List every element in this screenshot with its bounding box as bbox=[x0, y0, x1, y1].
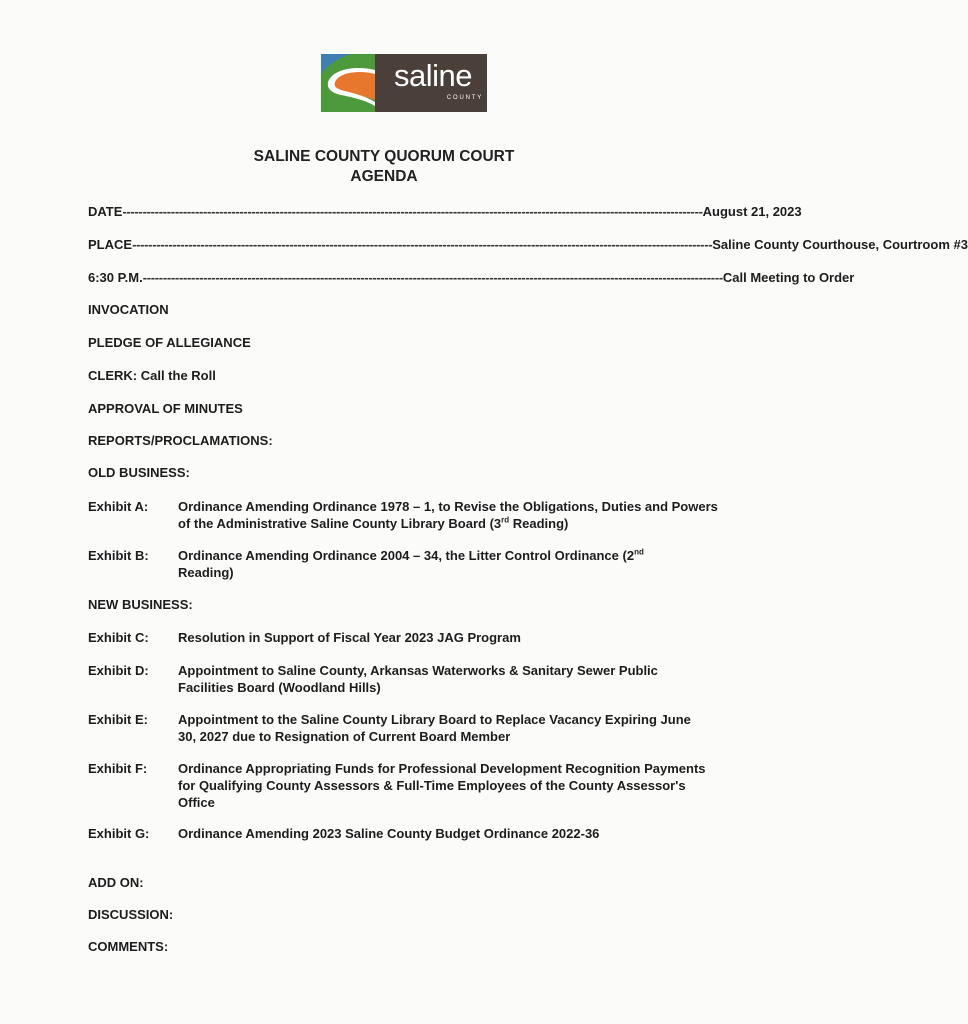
reports-heading: REPORTS/PROCLAMATIONS: bbox=[88, 433, 273, 448]
exhibit-text: Ordinance Appropriating Funds for Professional Development Recognition Payments for Qualifying County Assessors & Full-Time Employees of the County Assessor's Office bbox=[178, 761, 706, 810]
logo-wordmark: saline bbox=[394, 58, 472, 93]
minutes-heading: APPROVAL OF MINUTES bbox=[88, 401, 243, 416]
exhibit-label: Exhibit F: bbox=[88, 761, 148, 776]
place-value: Saline County Courthouse, Courtroom #3 bbox=[712, 237, 968, 252]
date-row bbox=[88, 203, 802, 221]
invocation-heading: INVOCATION bbox=[88, 302, 169, 317]
exhibit-label: Exhibit B: bbox=[88, 548, 149, 563]
exhibit-label: Exhibit D: bbox=[88, 663, 149, 678]
date-label: DATE bbox=[88, 204, 123, 219]
document-subtitle: AGENDA bbox=[350, 168, 418, 185]
logo-wordmark-box bbox=[375, 54, 487, 112]
add-on-heading: ADD ON: bbox=[88, 875, 144, 890]
exhibit-label: Exhibit G: bbox=[88, 826, 150, 841]
leader-dashes: ------------------------------------------------------------------------------------------------------------------------------------------------ bbox=[132, 237, 713, 252]
exhibit-label: Exhibit C: bbox=[88, 630, 149, 645]
time-value: Call Meeting to Order bbox=[722, 270, 855, 285]
place-row bbox=[88, 236, 968, 254]
leader-dashes: ------------------------------------------------------------------------------------------------------------------------------------------------ bbox=[122, 204, 703, 219]
exhibit-text: Resolution in Support of Fiscal Year 2023 JAG Program bbox=[178, 630, 521, 645]
place-label: PLACE bbox=[88, 237, 133, 252]
pledge-heading: PLEDGE OF ALLEGIANCE bbox=[88, 335, 251, 350]
exhibit-text: Ordinance Amending Ordinance 1978 – 1, to Revise the Obligations, Duties and Powers of the Administrative Saline County Library Board (3rd Reading) bbox=[178, 499, 718, 531]
date-value: August 21, 2023 bbox=[702, 204, 802, 219]
comments-heading: COMMENTS: bbox=[88, 939, 169, 954]
time-row bbox=[88, 269, 855, 287]
old-business-heading: OLD BUSINESS: bbox=[88, 465, 190, 480]
saline-county-logo bbox=[321, 54, 487, 112]
exhibit-label: Exhibit A: bbox=[88, 499, 149, 514]
exhibit-text: Ordinance Amending Ordinance 2004 – 34, the Litter Control Ordinance (2nd Reading) bbox=[178, 547, 644, 580]
exhibit-text: Appointment to the Saline County Library Board to Replace Vacancy Expiring June 30, 2027 due to Resignation of Current Board Member bbox=[178, 712, 691, 744]
discussion-heading: DISCUSSION: bbox=[88, 907, 174, 922]
leader-dashes: ------------------------------------------------------------------------------------------------------------------------------------------------ bbox=[142, 270, 723, 285]
logo-swoosh-icon bbox=[321, 54, 375, 112]
exhibit-text: Ordinance Amending 2023 Saline County Budget Ordinance 2022-36 bbox=[178, 826, 600, 841]
document-title: SALINE COUNTY QUORUM COURT bbox=[253, 148, 515, 165]
logo-county-text: COUNTY bbox=[446, 95, 483, 101]
time-label: 6:30 P.M. bbox=[88, 270, 143, 285]
exhibit-text: Appointment to Saline County, Arkansas Waterworks & Sanitary Sewer Public Facilities Board (Woodland Hills) bbox=[178, 663, 658, 695]
exhibit-label: Exhibit E: bbox=[88, 712, 148, 727]
new-business-heading: NEW BUSINESS: bbox=[88, 597, 193, 612]
clerk-heading: CLERK: Call the Roll bbox=[88, 368, 216, 383]
